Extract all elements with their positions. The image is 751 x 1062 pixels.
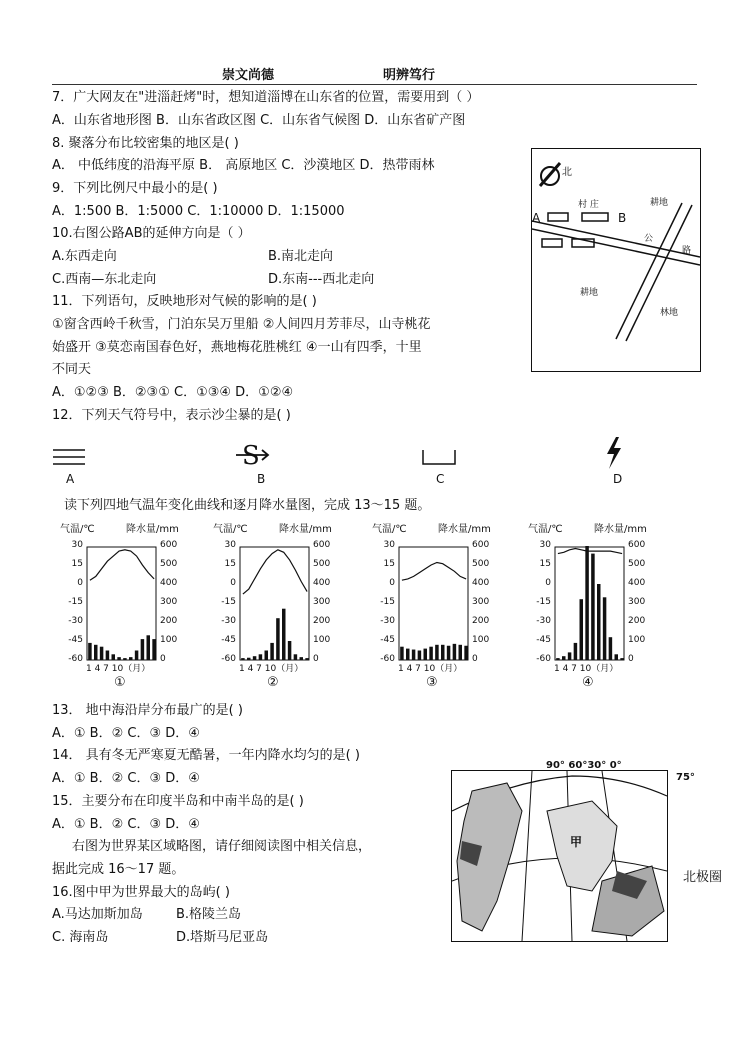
q8: 8. 聚落分布比较密集的地区是( ) <box>52 136 239 151</box>
weather-symbol-c <box>421 448 461 468</box>
precip-bar <box>282 609 286 660</box>
precip-tick: 500 <box>472 559 490 569</box>
precip-bar <box>556 658 560 660</box>
climate-plot <box>398 546 470 662</box>
precip-bar <box>294 654 298 660</box>
precip-axis-title: 降水量/mm <box>438 524 491 535</box>
svg-text:S: S <box>242 441 260 470</box>
precip-bar <box>259 654 263 660</box>
q14: 14． 具有冬无严寒夏无酷暑，一年内降水均匀的是( ) <box>52 748 360 763</box>
precip-bar <box>585 546 589 660</box>
road-map-svg <box>532 149 700 371</box>
precip-tick: 100 <box>313 635 331 645</box>
precip-bar <box>591 554 595 660</box>
q14-options: A．① B．② C．③ D．④ <box>52 771 200 786</box>
precip-bar <box>147 635 151 660</box>
q10-option-b: B.南北走向 <box>268 249 334 264</box>
precip-bar <box>609 637 613 660</box>
precip-bar <box>129 657 133 660</box>
temp-tick: -30 <box>380 616 395 626</box>
precip-tick: 0 <box>472 654 478 664</box>
precip-tick: 300 <box>472 597 490 607</box>
climate-plot <box>239 546 311 662</box>
temp-tick: -45 <box>536 635 551 645</box>
intro-16-17-line2: 据此完成 16～17 题。 <box>52 862 185 877</box>
q10-option-d: D.东南---西北走向 <box>268 272 375 287</box>
precip-bar <box>464 646 468 660</box>
precip-bar <box>406 649 410 660</box>
precip-bar <box>562 656 566 660</box>
jia-label: 甲 <box>570 835 583 849</box>
road-label-2: 路 <box>682 246 692 256</box>
precip-bar <box>441 645 445 660</box>
precip-bar <box>253 656 257 660</box>
precip-bar <box>574 643 578 660</box>
intro-13-15: 读下列四地气温年变化曲线和逐月降水量图，完成 13～15 题。 <box>64 498 431 513</box>
precip-bar <box>424 649 428 660</box>
arctic-map-svg <box>452 771 667 941</box>
precip-tick: 500 <box>160 559 178 569</box>
temp-axis-title: 气温/℃ <box>60 524 95 535</box>
climate-chart-2 <box>213 520 373 695</box>
header-rule <box>52 84 697 85</box>
weather-symbol-a <box>52 445 92 471</box>
q7-options: A．山东省地形图 B．山东省政区图 C．山东省气候图 D．山东省矿产图 <box>52 113 466 128</box>
temp-tick: 0 <box>77 578 83 588</box>
weather-symbol-b <box>234 440 274 470</box>
q12: 12．下列天气符号中，表示沙尘暴的是( ) <box>52 408 291 423</box>
q16-option-a: A.马达加斯加岛 <box>52 907 143 922</box>
precip-tick: 400 <box>160 578 178 588</box>
plot-frame <box>555 547 624 660</box>
q9-options: A．1:500 B．1:5000 C．1:10000 D．1:15000 <box>52 204 345 219</box>
temp-tick: -45 <box>380 635 395 645</box>
precip-tick: 400 <box>472 578 490 588</box>
month-ticks: 1 4 7 10（月） <box>239 664 304 674</box>
precip-axis-title: 降水量/mm <box>279 524 332 535</box>
temp-tick: 0 <box>230 578 236 588</box>
climate-plot <box>554 546 626 662</box>
temp-tick: 30 <box>383 540 395 550</box>
precip-bar <box>141 639 145 660</box>
precip-bar <box>435 645 439 660</box>
precip-axis-title: 降水量/mm <box>126 524 179 535</box>
precip-bar <box>100 647 103 660</box>
temp-tick: -30 <box>536 616 551 626</box>
precip-bar <box>241 658 245 660</box>
q7: 7．广大网友在"进淄赶烤"时，想知道淄博在山东省的位置，需要用到（ ） <box>52 90 480 105</box>
precip-tick: 100 <box>472 635 490 645</box>
plot-frame <box>240 547 309 660</box>
precip-bar <box>459 645 463 660</box>
precip-bar <box>400 647 404 660</box>
temp-axis-title: 气温/℃ <box>213 524 248 535</box>
temp-axis-title: 气温/℃ <box>372 524 407 535</box>
temp-tick: -45 <box>221 635 236 645</box>
road-label-1: 公 <box>644 234 654 244</box>
precip-tick: 0 <box>313 654 319 664</box>
precip-bar <box>123 658 127 660</box>
chart-number: ③ <box>426 675 438 690</box>
precip-tick: 600 <box>160 540 178 550</box>
plot-frame <box>87 547 156 660</box>
weather-label-c: C <box>436 472 445 486</box>
precip-bar <box>597 584 601 660</box>
header-right: 明辨笃行 <box>383 68 436 83</box>
precip-tick: 400 <box>628 578 646 588</box>
precip-tick: 100 <box>160 635 178 645</box>
q8-options: A． 中低纬度的沿海平原 B． 高原地区 C．沙漠地区 D．热带雨林 <box>52 158 435 173</box>
road-map <box>531 148 701 372</box>
temp-tick: 15 <box>383 559 395 569</box>
precip-tick: 300 <box>628 597 646 607</box>
arctic-map <box>451 770 668 942</box>
latitude-label: 75° <box>676 772 695 783</box>
label-a: A <box>532 211 541 225</box>
precip-bar <box>106 651 110 661</box>
climate-chart-3 <box>372 520 532 695</box>
temp-tick: 0 <box>545 578 551 588</box>
temp-tick: 15 <box>539 559 551 569</box>
precip-bar <box>300 657 304 660</box>
temp-line <box>243 550 307 594</box>
precip-bar <box>418 651 422 661</box>
precip-bar <box>412 650 416 660</box>
temp-tick: -60 <box>221 654 236 664</box>
label-b: B <box>618 211 627 225</box>
q16-option-c: C. 海南岛 <box>52 930 109 945</box>
precip-bar <box>580 599 584 660</box>
temp-tick: 15 <box>224 559 236 569</box>
month-ticks: 1 4 7 10（月） <box>398 664 463 674</box>
precip-bar <box>429 647 433 660</box>
precip-tick: 500 <box>313 559 331 569</box>
q9: 9．下列比例尺中最小的是( ) <box>52 181 218 196</box>
precip-tick: 0 <box>160 654 166 664</box>
farmland-label-2: 耕地 <box>580 288 599 298</box>
q11-line3: 不同天 <box>52 362 92 377</box>
precip-bar <box>117 657 121 660</box>
precip-bar <box>453 644 457 660</box>
farmland-label-1: 耕地 <box>650 198 669 208</box>
temp-tick: -15 <box>221 597 236 607</box>
precip-axis-title: 降水量/mm <box>594 524 647 535</box>
precip-tick: 600 <box>472 540 490 550</box>
temp-tick: -60 <box>536 654 551 664</box>
precip-bar <box>270 643 274 660</box>
q15-options: A．① B．② C．③ D．④ <box>52 817 200 832</box>
precip-tick: 500 <box>628 559 646 569</box>
arctic-circle-label: 北极圈 <box>683 870 723 885</box>
temp-tick: 0 <box>389 578 395 588</box>
precip-tick: 300 <box>160 597 178 607</box>
climate-chart-1 <box>60 520 220 695</box>
precip-tick: 200 <box>313 616 331 626</box>
q10-option-c: C.西南—东北走向 <box>52 272 157 287</box>
climate-plot <box>86 546 158 662</box>
north-label: 北 <box>562 167 572 178</box>
temp-tick: 30 <box>539 540 551 550</box>
q11-options: A．①②③ B．②③① C．①③④ D．①②④ <box>52 385 294 400</box>
temp-tick: 30 <box>224 540 236 550</box>
precip-bar <box>247 658 251 660</box>
intro-16-17-line1: 右图为世界某区域略图，请仔细阅读图中相关信息， <box>72 839 372 854</box>
climate-chart-4 <box>528 520 688 695</box>
precip-bar <box>88 643 92 660</box>
precip-tick: 400 <box>313 578 331 588</box>
temp-tick: -15 <box>68 597 83 607</box>
longitude-labels: 90° 60°30° 0° <box>546 760 622 771</box>
q13-options: A．① B．② C．③ D．④ <box>52 726 200 741</box>
temp-line <box>90 550 154 580</box>
q16-option-b: B.格陵兰岛 <box>176 907 242 922</box>
temp-tick: -45 <box>68 635 83 645</box>
chart-number: ④ <box>582 675 594 690</box>
temp-tick: -30 <box>68 616 83 626</box>
weather-symbol-d <box>602 436 626 470</box>
precip-bar <box>112 654 116 660</box>
forest-label: 林地 <box>660 308 679 318</box>
q16: 16.图中甲为世界最大的岛屿( ) <box>52 885 230 900</box>
precip-bar <box>135 651 139 661</box>
weather-label-d: D <box>613 472 623 486</box>
temp-line <box>402 563 466 581</box>
chart-number: ② <box>267 675 279 690</box>
q11-line2: 始盛开 ③莫恋南国春色好，燕地梅花胜桃红 ④一山有四季，十里 <box>52 340 422 355</box>
precip-tick: 100 <box>628 635 646 645</box>
q16-option-d: D.塔斯马尼亚岛 <box>176 930 269 945</box>
temp-tick: -60 <box>68 654 83 664</box>
precip-bar <box>447 646 451 660</box>
temp-tick: -15 <box>380 597 395 607</box>
temp-tick: 30 <box>71 540 83 550</box>
temp-tick: -15 <box>536 597 551 607</box>
precip-tick: 200 <box>160 616 178 626</box>
temp-tick: 15 <box>71 559 83 569</box>
precip-tick: 300 <box>313 597 331 607</box>
chart-number: ① <box>114 675 126 690</box>
weather-label-b: B <box>257 472 266 486</box>
q11-line1: ①窗含西岭千秋雪，门泊东吴万里船 ②人间四月芳菲尽，山寺桃花 <box>52 317 431 332</box>
village-label: 村 庄 <box>578 200 599 210</box>
temp-line <box>558 549 622 554</box>
precip-tick: 600 <box>313 540 331 550</box>
precip-bar <box>615 654 619 660</box>
precip-tick: 600 <box>628 540 646 550</box>
q10: 10.右图公路AB的延伸方向是（ ） <box>52 226 251 241</box>
precip-bar <box>603 597 607 660</box>
temp-axis-title: 气温/℃ <box>528 524 563 535</box>
month-ticks: 1 4 7 10（月） <box>554 664 619 674</box>
precip-bar <box>305 658 309 660</box>
q15: 15．主要分布在印度半岛和中南半岛的是( ) <box>52 794 304 809</box>
temp-tick: -60 <box>380 654 395 664</box>
q10-option-a: A.东西走向 <box>52 249 117 264</box>
month-ticks: 1 4 7 10（月） <box>86 664 151 674</box>
precip-bar <box>265 651 269 661</box>
precip-bar <box>620 658 624 660</box>
precip-bar <box>276 618 280 660</box>
precip-tick: 0 <box>628 654 634 664</box>
temp-tick: -30 <box>221 616 236 626</box>
precip-bar <box>152 639 156 660</box>
weather-label-a: A <box>66 472 75 486</box>
precip-tick: 200 <box>472 616 490 626</box>
precip-bar <box>568 652 572 660</box>
precip-bar <box>288 641 292 660</box>
precip-tick: 200 <box>628 616 646 626</box>
header-left: 崇文尚德 <box>222 68 275 83</box>
q13: 13． 地中海沿岸分布最广的是( ) <box>52 703 243 718</box>
q11: 11．下列语句，反映地形对气候的影响的是( ) <box>52 294 317 309</box>
precip-bar <box>94 645 98 660</box>
